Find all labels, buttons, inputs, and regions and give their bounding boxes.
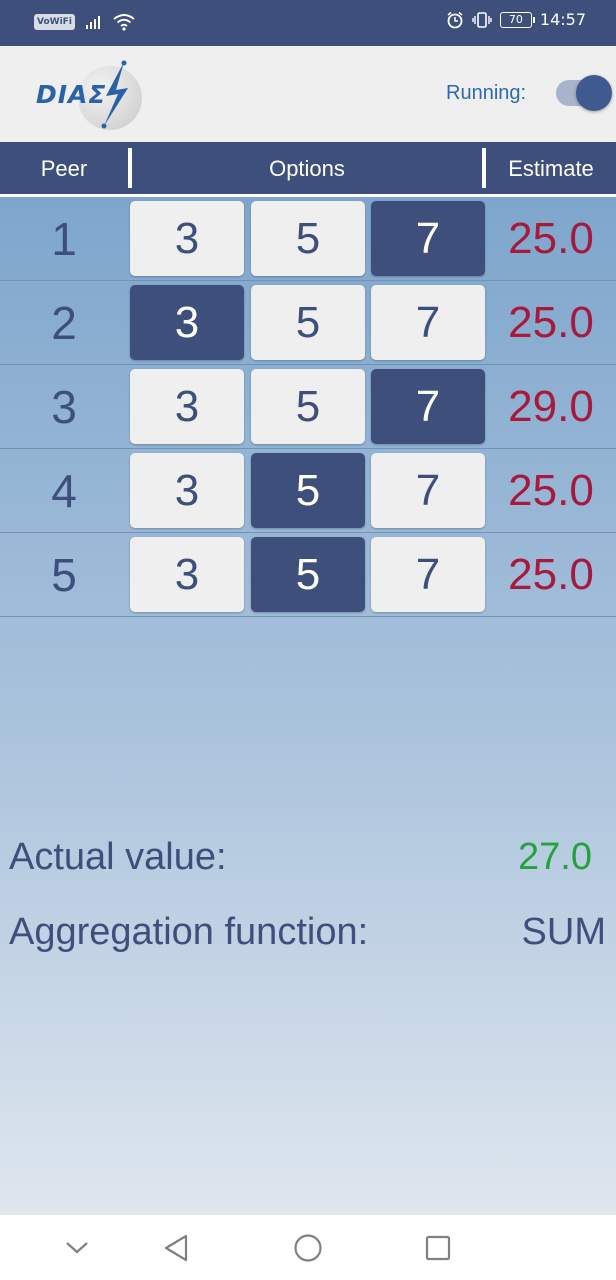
- table-row: [0, 449, 616, 533]
- option-button[interactable]: 3: [130, 453, 244, 528]
- home-circle-icon: [293, 1233, 323, 1263]
- option-button[interactable]: 7: [371, 285, 485, 360]
- battery-icon: 70: [500, 12, 532, 28]
- peer-number: 4: [51, 465, 77, 517]
- option-button[interactable]: 5: [251, 369, 365, 444]
- table-row: [0, 197, 616, 281]
- app-bar: [0, 46, 616, 142]
- running-toggle[interactable]: [556, 80, 606, 106]
- estimate-value: 25.0: [508, 466, 594, 515]
- peer-number: 1: [51, 213, 77, 265]
- actual-value-label: Actual value:: [9, 836, 227, 878]
- option-button[interactable]: 5: [251, 285, 365, 360]
- wifi-icon: [113, 13, 135, 31]
- vibrate-icon: [472, 11, 492, 29]
- option-button[interactable]: 3: [130, 537, 244, 612]
- option-button[interactable]: 5: [251, 201, 365, 276]
- aggregation-function-value: SUM: [521, 911, 606, 953]
- option-button[interactable]: 3: [130, 369, 244, 444]
- estimate-value: 25.0: [508, 550, 594, 599]
- app-logo: [36, 60, 148, 130]
- status-bar: [0, 0, 616, 46]
- peer-number: 3: [51, 381, 77, 433]
- option-button[interactable]: 5: [251, 537, 365, 612]
- peer-number: 2: [51, 297, 77, 349]
- option-button[interactable]: 7: [371, 453, 485, 528]
- header-peer: Peer: [40, 156, 88, 181]
- table-row: [0, 365, 616, 449]
- estimate-value: 25.0: [508, 298, 594, 347]
- nav-back-button[interactable]: [146, 1215, 206, 1280]
- back-triangle-icon: [162, 1233, 190, 1263]
- lightning-icon: [94, 60, 134, 130]
- option-button[interactable]: 3: [130, 201, 244, 276]
- navigation-bar: [0, 1215, 616, 1280]
- option-button[interactable]: 7: [371, 537, 485, 612]
- header-options: Options: [269, 156, 345, 181]
- status-right: [446, 10, 586, 29]
- table-header: [0, 142, 616, 194]
- estimate-value: 29.0: [508, 382, 594, 431]
- option-button[interactable]: 7: [371, 369, 485, 444]
- estimate-value: 25.0: [508, 214, 594, 263]
- header-estimate: Estimate: [508, 156, 594, 181]
- aggregation-function-label: Aggregation function:: [9, 911, 369, 953]
- chevron-down-icon: [64, 1240, 90, 1256]
- signal-icon: [85, 14, 103, 30]
- recents-square-icon: [424, 1234, 452, 1262]
- vowifi-badge: VoWiFi: [34, 14, 75, 30]
- nav-collapse-button[interactable]: [47, 1215, 107, 1280]
- peer-number: 5: [51, 549, 77, 601]
- nav-recents-button[interactable]: [408, 1215, 468, 1280]
- option-button[interactable]: 3: [130, 285, 244, 360]
- logo-text: DIAΣ: [36, 80, 107, 109]
- option-button[interactable]: 7: [371, 201, 485, 276]
- status-left: [34, 13, 135, 31]
- running-label: Running:: [446, 82, 527, 104]
- clock: 14:57: [539, 10, 586, 29]
- nav-home-button[interactable]: [278, 1215, 338, 1280]
- table-row: [0, 281, 616, 365]
- actual-value: 27.0: [518, 836, 592, 878]
- table-row: [0, 533, 616, 617]
- alarm-icon: [446, 11, 464, 29]
- toggle-knob[interactable]: [576, 75, 612, 111]
- option-button[interactable]: 5: [251, 453, 365, 528]
